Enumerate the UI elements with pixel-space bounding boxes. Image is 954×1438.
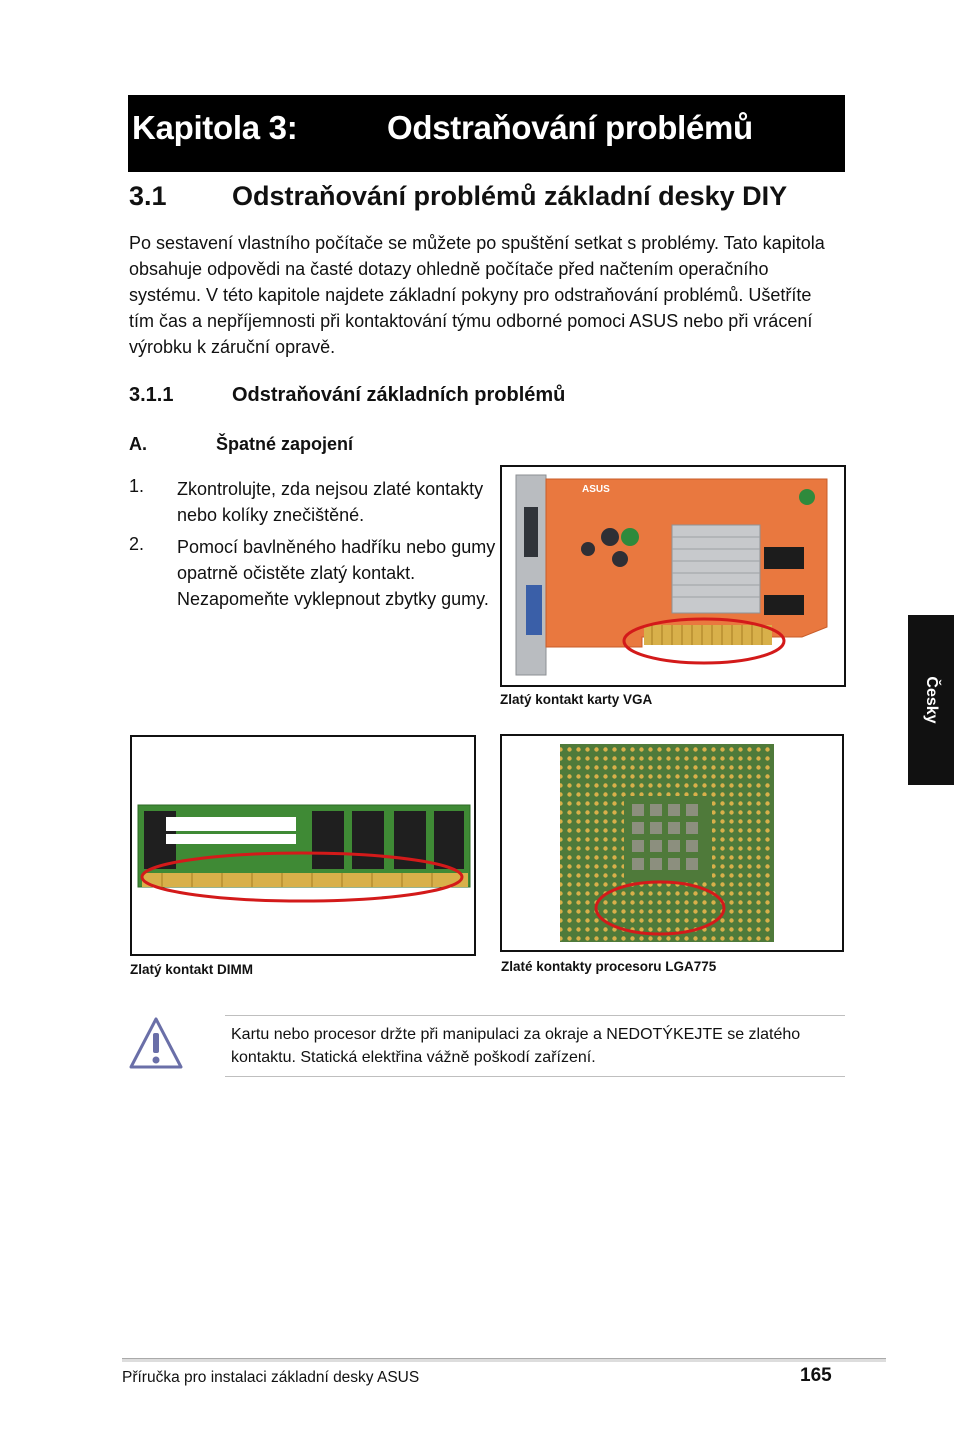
footer-rule: [122, 1358, 886, 1362]
chapter-header: [128, 95, 845, 172]
subsubsection-letter: A.: [129, 434, 147, 454]
vga-card-illustration: [502, 467, 844, 685]
subsection-title: Odstraňování základních problémů: [232, 384, 566, 406]
dimm-caption: Zlatý kontakt DIMM: [130, 962, 254, 977]
chapter-number: Kapitola 3:: [132, 109, 298, 146]
dimm-illustration: [132, 737, 474, 954]
intro-paragraph: Po sestavení vlastního počítače se můžete po spuštění setkat s problémy. Tato kapitola obsahuje odpovědi na časté dotazy ohledně počítače před načtením operačního systému. V této kapitole najdete základní pokyny pro odstraňování problémů. Ušetříte tím čas a nepříjemnosti při kontaktování týmu odborné pomoci ASUS nebo při vrácení výrobku k záruční opravě.: [129, 233, 825, 357]
vga-card-photo: [500, 465, 846, 687]
warning-note: Kartu nebo procesor držte při manipulaci za okraje a NEDOTÝKEJTE se zlatého kontaktu. Statická elektřina vážně poškodí zařízení.: [231, 1026, 801, 1066]
section-title: Odstraňování problémů základní desky DIY: [232, 181, 788, 211]
cpu-illustration: [502, 736, 842, 950]
section-number: 3.1: [129, 181, 167, 211]
asus-logo-text: ASUS: [582, 484, 610, 495]
vga-caption: Zlatý kontakt karty VGA: [500, 692, 653, 707]
page-number: 165: [800, 1365, 832, 1386]
dimm-photo: [130, 735, 476, 956]
note-bottom-rule: [225, 1076, 845, 1077]
cpu-photo: [500, 734, 844, 952]
step-text: Zkontrolujte, zda nejsou zlaté kontakty nebo kolíky znečištěné.: [177, 479, 484, 525]
subsection-number: 3.1.1: [129, 384, 174, 406]
chapter-title: Odstraňování problémů: [387, 109, 753, 146]
step-number: 1.: [129, 476, 145, 496]
step-number: 2.: [129, 534, 145, 554]
step-text: Pomocí bavlněného hadříku nebo gumy opatrně očistěte zlatý kontakt. Nezapomeňte vyklepnout zbytky gumy.: [177, 537, 496, 609]
subsubsection-title: Špatné zapojení: [216, 434, 354, 454]
note-top-rule: [225, 1015, 845, 1016]
footer-text: Příručka pro instalaci základní desky ASUS: [122, 1369, 420, 1386]
cpu-caption: Zlaté kontakty procesoru LGA775: [501, 959, 717, 974]
warning-icon: [128, 1015, 184, 1071]
language-tab: [908, 615, 954, 785]
language-tab-label: Česky: [923, 676, 940, 724]
